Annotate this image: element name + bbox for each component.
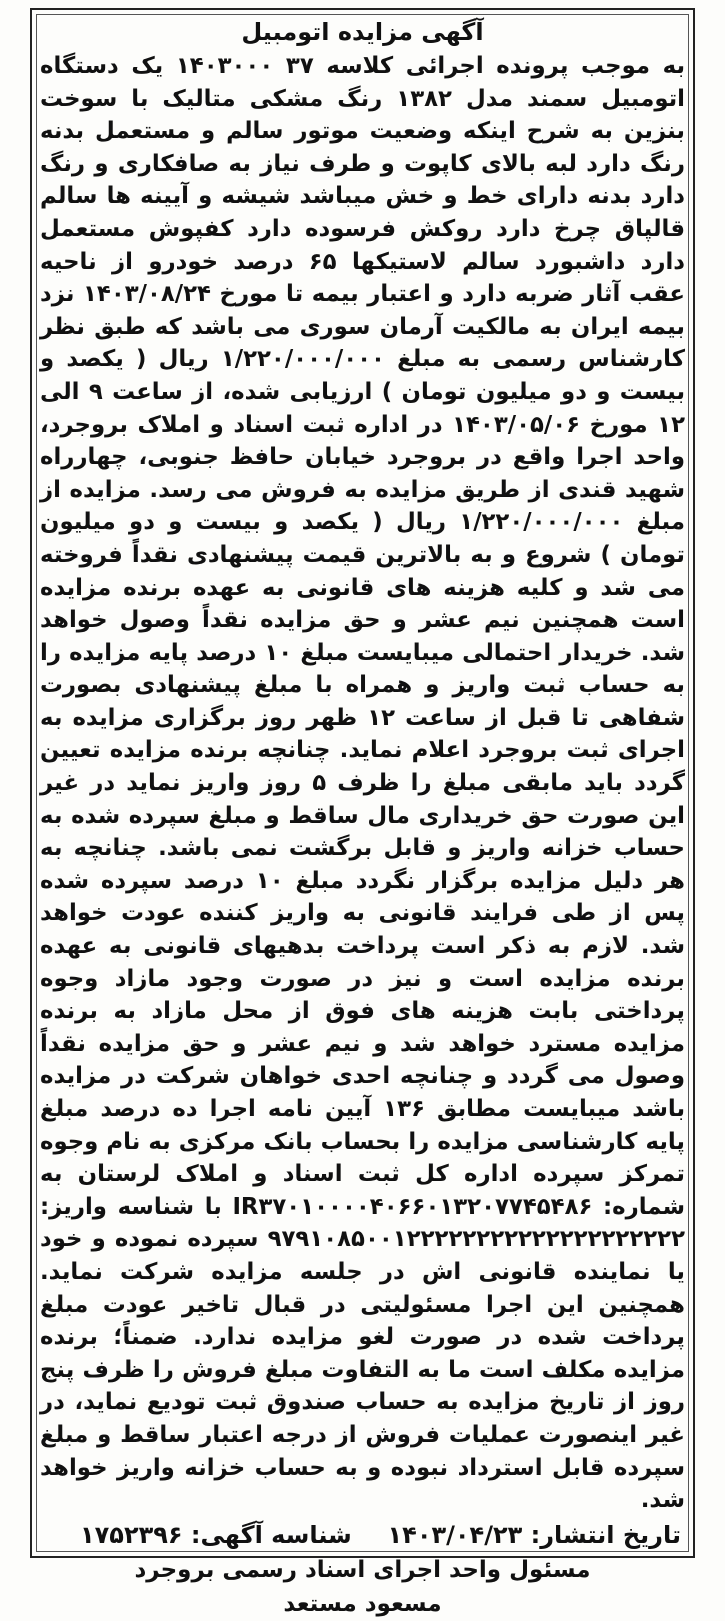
notice-body: به موجب پرونده اجرائی کلاسه ۳۷ ۱۴۰۳۰۰۰ یک دستگاه اتومبیل سمند مدل ۱۳۸۲ رنگ مشکی متالیک با سوخت بنزین به شرح اینکه وضعیت موتور سالم و مستعمل بدنه رنگ دارد لبه بالای کاپوت و طرف نیاز به صافکاری و رنگ دارد بدنه دارای خط و خش میباشد شیشه و آیینه ها سالم قالپاق چرخ دارد روکش فرسوده دارد کفپوش مستعمل دارد داشبورد سالم لاستیکها ۶۵ درصد خودرو از ناحیه عقب آثار ضربه دارد و اعتبار بیمه تا مورخ ۱۴۰۳/۰۸/۲۴ نزد بیمه ایران به مالکیت آرمان سوری می باشد که طبق نظر کارشناس رسمی به مبلغ ۱/۲۲۰/۰۰۰/۰۰۰ ریال ( یکصد و بیست و دو میلیون تومان ) ارزیابی شده، از ساعت ۹ الی ۱۲ مورخ ۱۴۰۳/۰۵/۰۶ در اداره ثبت اسناد و املاک بروجرد، واحد اجرا واقع در بروجرد خیابان حافظ جنوبی، چهارراه شهید قندی از طریق مزایده به فروش می رسد. مزایده از مبلغ ۱/۲۲۰/۰۰۰/۰۰۰ ریال ( یکصد و بیست و دو میلیون تومان ) شروع و به بالاترین قیمت پیشنهادی نقداً فروخته می شد و کلیه هزینه های قانونی به عهده برنده مزایده است همچنین نیم عشر و حق مزایده نقداً وصول خواهد شد. خریدار احتمالی میبایست مبلغ ۱۰ درصد پایه مزایده را به حساب ثبت واریز و همراه با مبلغ پیشنهادی بصورت شفاهی تا قبل از ساعت ۱۲ ظهر روز برگزاری مزایده به اجرای ثبت بروجرد اعلام نماید. چنانچه برنده مزایده تعیین گردد باید مابقی مبلغ را ظرف ۵ روز واریز نماید در غیر این صورت حق خریداری مال ساقط و مبلغ سپرده شده به حساب خزانه واریز و قابل برگشت نمی باشد. چنانچه به هر دلیل مزایده برگزار نگردد مبلغ ۱۰ درصد سپرده شده پس از طی فرایند قانونی به واریز کننده عودت خواهد شد. لازم به ذکر است پرداخت بدهیهای قانونی به عهده برنده مزایده است و نیز در صورت وجود مازاد وجوه پرداختی بابت هزینه های فوق از محل مازاد به برنده مزایده مسترد خواهد شد و نیم عشر و حق مزایده نقداً وصول می گردد و چنانچه احدی خواهان شرکت در مزایده باشد میبایست مطابق ۱۳۶ آیین نامه اجرا ده درصد مبلغ پایه کارشناسی مزایده را بحساب بانک مرکزی به نام وجوه تمرکز سپرده اداره کل ثبت اسناد و املاک لرستان به شماره: IR۳۷۰۱۰۰۰۰۴۰۶۶۰۱۳۲۰۷۷۴۵۴۸۶ با شناسه واریز: ۹۷۹۱۰۸۵۰۰۱۲۲۲۲۲۲۲۲۲۲۲۲۲۲۲۲۲۲۲۲ سپرده نموده و خود یا نماینده قانونی اش در جلسه مزایده شرکت نماید. همچنین این اجرا مسئولیتی در قبال تاخیر عودت مبلغ پرداخت شده در صورت لغو مزایده ندارد. ضمناً؛ برنده مزایده مکلف است ما به التفاوت مبلغ فروش را ظرف پنج روز از تاریخ مزایده به حساب صندوق ثبت تودیع نماید، در غیر اینصورت عملیات فروش از درجه اعتبار ساقط و مبلغ سپرده قابل استرداد نبوده و به حساب خزانه واریز خواهد شد. [40, 53, 686, 1514]
publish-date-value: ۱۴۰۳/۰۴/۲۳ [387, 1520, 523, 1549]
signature-title: مسئول واحد اجرای اسناد رسمی بروجرد [134, 1556, 591, 1583]
signature-name: مسعود مستعد [283, 1590, 442, 1617]
publish-date [388, 1517, 681, 1553]
notice-meta [40, 1517, 685, 1553]
ad-id-value: ۱۷۵۲۳۹۶ [80, 1520, 183, 1549]
ad-id [80, 1517, 352, 1553]
ad-id-label: شناسه آگهی: [190, 1520, 352, 1549]
publish-date-label: تاریخ انتشار: [530, 1520, 681, 1549]
notice-title: آگهی مزایده اتومبیل [241, 18, 484, 46]
auction-notice [40, 14, 685, 1621]
